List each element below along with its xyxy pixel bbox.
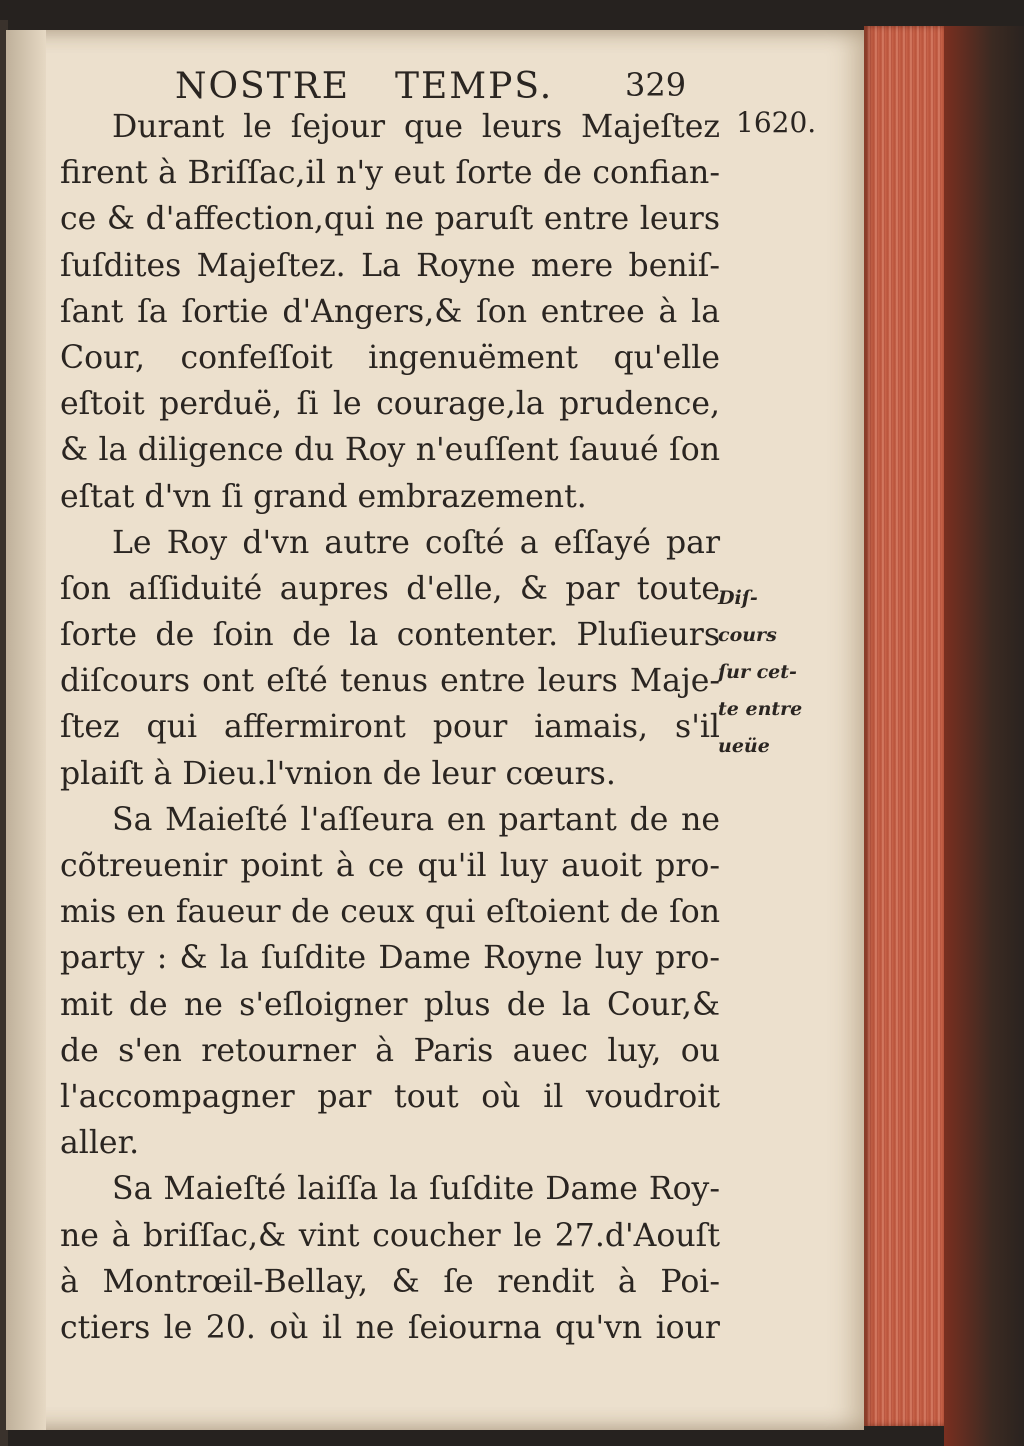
text-line: ſant ſa ſortie d'Angers,& ſon entree à la bbox=[60, 293, 720, 330]
margin-note-line: cours bbox=[718, 624, 777, 646]
text-line: à Montrœil-Bellay, & ſe rendit à Poi- bbox=[60, 1263, 720, 1300]
body-text bbox=[60, 104, 720, 1351]
text-line: cõtreuenir point à ce qu'il luy auoit pro- bbox=[60, 848, 720, 884]
book-cover-edge bbox=[944, 26, 1024, 1446]
margin-year-note: 1620. bbox=[736, 106, 817, 139]
text-line: Le Roy d'vn autre coſté a eſſayé par bbox=[112, 524, 720, 561]
text-line: plaiſt à Dieu.l'vnion de leur cœurs. bbox=[60, 755, 616, 792]
text-line: ſtez qui affermiront pour iamais, s'il bbox=[60, 709, 720, 746]
page-number: 329 bbox=[625, 66, 687, 104]
text-line: mis en faueur de ceux qui eſtoient de ſon bbox=[60, 894, 720, 931]
text-line: eſtat d'vn ſi grand embrazement. bbox=[60, 478, 587, 515]
text-line: ſon aſſiduité aupres d'elle, & par toute bbox=[60, 570, 720, 607]
margin-note-line: ſur cet- bbox=[718, 661, 797, 683]
text-line: Durant le ſejour que leurs Majeſtez bbox=[112, 109, 720, 145]
text-line: party : & la ſuſdite Dame Royne luy pro- bbox=[60, 940, 720, 977]
text-line: aller. bbox=[60, 1125, 140, 1162]
running-title: TEMPS. bbox=[395, 66, 554, 107]
text-line: ne à briſſac,& vint coucher le 27.d'Aouſt bbox=[60, 1217, 720, 1254]
text-line: Sa Maieſté laiſſa la ſuſdite Dame Roy- bbox=[112, 1171, 720, 1208]
margin-note bbox=[718, 580, 802, 765]
text-line: ſuſdites Majeſtez. La Royne mere beniſ- bbox=[60, 247, 720, 284]
text-line: firent à Briſſac,il n'y eut ſorte de confian- bbox=[60, 155, 720, 192]
text-line: diſcours ont eſté tenus entre leurs Maje- bbox=[60, 663, 720, 700]
text-line: Cour, confeſſoit ingenuëment qu'elle bbox=[60, 339, 720, 376]
page-gutter bbox=[6, 30, 46, 1430]
text-line: & la diligence du Roy n'euſſent ſauué ſon bbox=[60, 432, 720, 469]
text-line: l'accompagner par tout où il voudroit bbox=[60, 1078, 720, 1115]
running-title: NOSTRE bbox=[175, 66, 351, 107]
text-line: ctiers le 20. où il ne ſeiourna qu'vn iour bbox=[60, 1309, 720, 1346]
text-line: Sa Maieſté l'aſſeura en partant de ne bbox=[112, 801, 720, 838]
text-line: de s'en retourner à Paris auec luy, ou bbox=[60, 1032, 720, 1069]
margin-note-line: Diſ- bbox=[718, 587, 758, 609]
text-line: ce & d'affection,qui ne paruſt entre leurs bbox=[60, 201, 720, 238]
margin-note-line: te entre bbox=[718, 698, 803, 720]
page-stack-red-edges bbox=[864, 26, 944, 1426]
text-line: mit de ne s'eſloigner plus de la Cour,& bbox=[60, 986, 720, 1023]
text-line: ſorte de ſoin de la contenter. Pluſieurs bbox=[60, 617, 720, 654]
margin-note-line: ueüe bbox=[718, 735, 770, 757]
text-line: eſtoit perduë, ſi le courage,la prudence, bbox=[60, 386, 720, 423]
